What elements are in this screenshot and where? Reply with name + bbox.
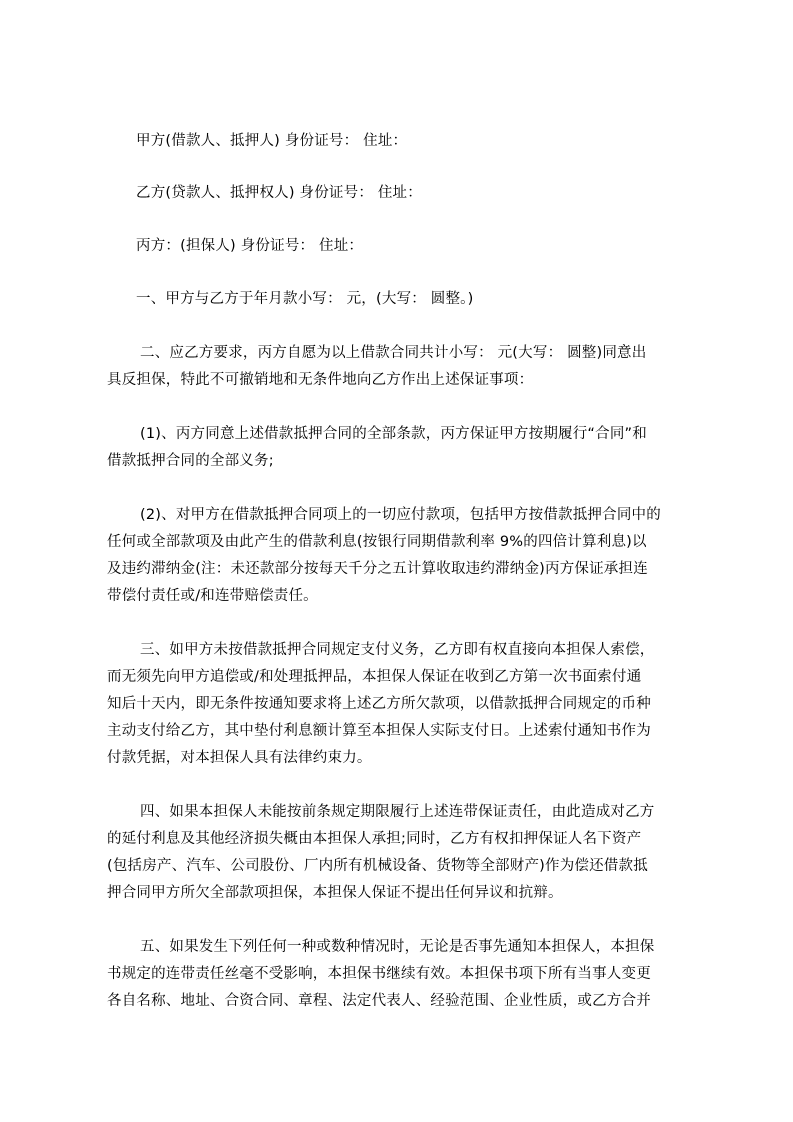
party-c-line: 丙方：(担保人) 身份证号： 住址： [136, 238, 364, 254]
clause-5-line-3: 各自名称、地址、合资合同、章程、法定代表人、经验范围、企业性质，或乙方合并 [107, 993, 651, 1009]
clause-2-line-2: 具反担保，特此不可撤销地和无条件地向乙方作出上述保证事项： [107, 372, 534, 388]
clause-3-line-1: 三、如甲方未按借款抵押合同规定支付义务，乙方即有权直接向本担保人索偿， [140, 642, 655, 658]
clause-3-line-5: 付款凭据，对本担保人具有法律约束力。 [107, 750, 372, 766]
item-2-line-3: 及违约滞纳金(注：未还款部分按每天千分之五计算收取违约滞纳金)丙方保证承担连 [107, 561, 648, 577]
clause-5-line-1: 五、如果发生下列任何一种或数种情况时，无论是否事先通知本担保人，本担保 [140, 939, 655, 955]
item-1-line-1: (1)、丙方同意上述借款抵押合同的全部条款，丙方保证甲方按期履行“合同”和 [140, 426, 647, 442]
clause-4-line-1: 四、如果本担保人未能按前条规定期限履行上述连带保证责任，由此造成对乙方 [140, 804, 655, 820]
clause-4-line-4: 押合同甲方所欠全部款项担保，本担保人保证不提出任何异议和抗辩。 [107, 885, 563, 901]
clause-3-line-4: 主动支付给乙方，其中垫付利息额计算至本担保人实际支付日。上述索付通知书作为 [107, 723, 651, 739]
clause-4-line-3: (包括房产、汽车、公司股份、厂内所有机械设备、货物等全部财产)作为偿还借款抵 [107, 858, 648, 874]
clause-2-line-1: 二、应乙方要求，丙方自愿为以上借款合同共计小写： 元(大写： 圆整)同意出 [140, 345, 647, 361]
clause-1-line: 一、甲方与乙方于年月款小写： 元，(大写： 圆整。) [136, 291, 474, 307]
item-2-line-4: 带偿付责任或/和连带赔偿责任。 [107, 588, 318, 604]
clause-3-line-3: 知后十天内，即无条件按通知要求将上述乙方所欠款项，以借款抵押合同规定的币种 [107, 696, 651, 712]
item-2-line-1: (2)、对甲方在借款抵押合同项上的一切应付款项，包括甲方按借款抵押合同中的 [140, 507, 661, 523]
clause-3-line-2: 而无须先向甲方追偿或/和处理抵押品，本担保人保证在收到乙方第一次书面索付通 [107, 669, 642, 685]
clause-4-line-2: 的延付利息及其他经济损失概由本担保人承担;同时，乙方有权扣押保证人名下资产 [107, 831, 642, 847]
item-2-line-2: 任何或全部款项及由此产生的借款利息(按银行同期借款利率 9%的四倍计算利息)以 [107, 534, 647, 550]
item-1-line-2: 借款抵押合同的全部义务; [107, 453, 274, 469]
party-b-line: 乙方(贷款人、抵押权人) 身份证号： 住址： [136, 185, 422, 201]
party-a-line: 甲方(借款人、抵押人) 身份证号： 住址： [136, 133, 408, 149]
clause-5-line-2: 书规定的连带责任丝毫不受影响，本担保书继续有效。本担保书项下所有当事人变更 [107, 966, 651, 982]
